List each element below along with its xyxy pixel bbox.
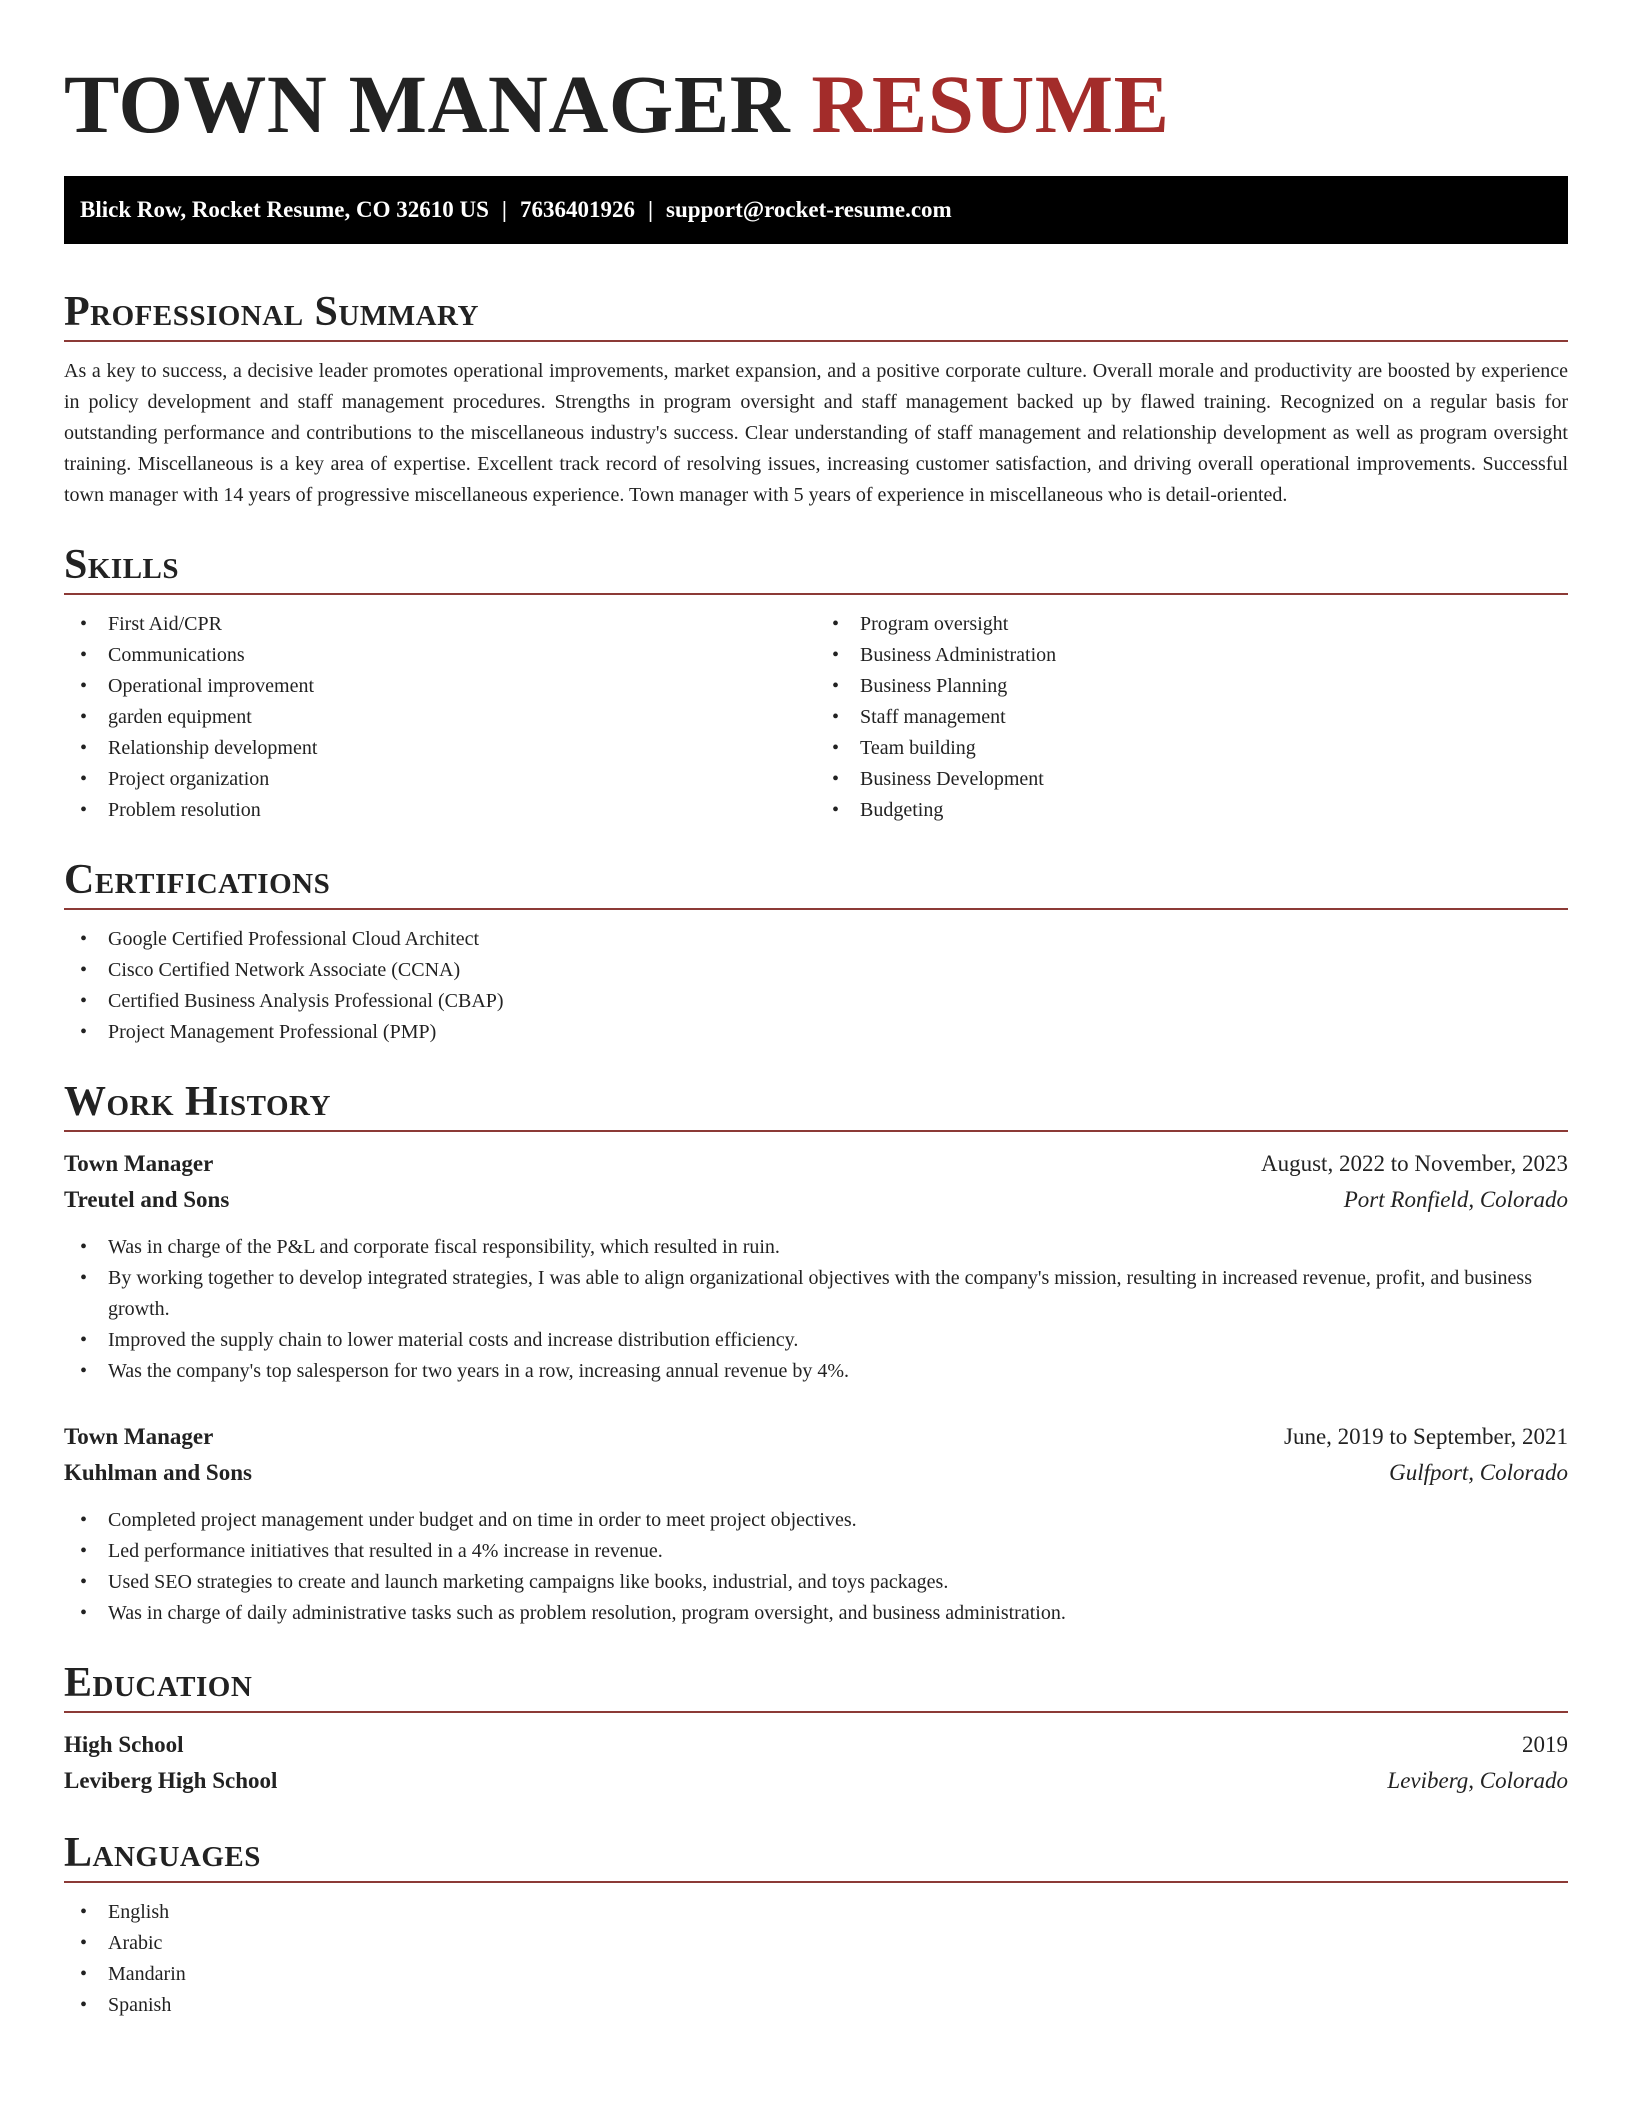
job-title: Town Manager [64, 1151, 214, 1176]
certification-item: • Certified Business Analysis Professional (CBAP) [64, 986, 1568, 1017]
education-school-row [64, 1763, 1568, 1799]
job-header-row [64, 1146, 1568, 1182]
job-bullet: • By working together to develop integrated strategies, I was able to align organizational objectives with the company's mission, resulting in increased revenue, profit, and business growth. [64, 1263, 1568, 1325]
skill-item: • Business Planning [816, 671, 1568, 702]
section-divider [64, 1130, 1568, 1132]
job-bullets [64, 1505, 1568, 1629]
job-dates: June, 2019 to September, 2021 [1284, 1424, 1568, 1449]
language-item: • Arabic [64, 1928, 1568, 1959]
job-company: Kuhlman and Sons [64, 1460, 252, 1485]
language-item: • Mandarin [64, 1959, 1568, 1990]
job-dates: August, 2022 to November, 2023 [1261, 1151, 1568, 1176]
contact-phone: 7636401926 [519, 197, 635, 222]
resume-title [64, 0, 1568, 152]
skill-item: • garden equipment [64, 702, 816, 733]
job-bullet: • Was the company's top salesperson for two years in a row, increasing annual revenue by 4%. [64, 1356, 1568, 1387]
job-bullet: • Led performance initiatives that resulted in a 4% increase in revenue. [64, 1536, 1568, 1567]
section-divider [64, 908, 1568, 910]
job-company-row [64, 1182, 1568, 1218]
contact-separator: | [501, 197, 507, 222]
job-bullet: • Was in charge of the P&L and corporate fiscal responsibility, which resulted in ruin. [64, 1232, 1568, 1263]
skills-list-left [64, 609, 816, 826]
contact-address: Blick Row, Rocket Resume, CO 32610 US [80, 197, 489, 222]
contact-separator: | [647, 197, 654, 222]
language-item: • Spanish [64, 1990, 1568, 2021]
title-main: TOWN MANAGER [64, 58, 791, 150]
work-heading: Work History [64, 1079, 331, 1125]
certifications-list [64, 924, 1568, 1048]
job-header-row [64, 1419, 1568, 1455]
job-location: Gulfport, Colorado [1389, 1460, 1568, 1485]
certification-item: • Cisco Certified Network Associate (CCNA) [64, 955, 1568, 986]
job-bullet: • Used SEO strategies to create and launch marketing campaigns like books, industrial, and toys packages. [64, 1567, 1568, 1598]
skill-item: • Business Development [816, 764, 1568, 795]
contact-bar [64, 176, 1568, 244]
education-degree: High School [64, 1732, 184, 1757]
skills-list-right [816, 609, 1568, 826]
skill-item: • Team building [816, 733, 1568, 764]
job-bullet: • Improved the supply chain to lower material costs and increase distribution efficiency. [64, 1325, 1568, 1356]
skill-item: • First Aid/CPR [64, 609, 816, 640]
education-entry [64, 1727, 1568, 1799]
skill-item: • Communications [64, 640, 816, 671]
education-year: 2019 [1522, 1732, 1568, 1757]
language-item: • English [64, 1897, 1568, 1928]
skill-item: • Business Administration [816, 640, 1568, 671]
contact-email[interactable]: support@rocket-resume.com [666, 197, 952, 222]
job-entry [64, 1419, 1568, 1629]
education-heading: Education [64, 1660, 253, 1706]
languages-section [64, 1825, 1568, 2021]
summary-section [64, 284, 1568, 511]
skill-item: • Problem resolution [64, 795, 816, 826]
job-entry [64, 1146, 1568, 1387]
certifications-section [64, 852, 1568, 1048]
summary-text: As a key to success, a decisive leader promotes operational improvements, market expansion, and a positive corporate culture. Overall morale and productivity are boosted by experience in policy development and staff management procedures. Strengths in program oversight and staff management backed up by flawed training. Recognized on a regular basis for outstanding performance and contributions to the miscellaneous industry's success. Clear understanding of staff management and relationship development as well as program oversight training. Miscellaneous is a key area of expertise. Excellent track record of resolving issues, increasing customer satisfaction, and driving overall operational improvements. Successful town manager with 14 years of progressive miscellaneous experience. Town manager with 5 years of experience in miscellaneous who is detail-oriented. [64, 360, 1568, 506]
certifications-heading: Certifications [64, 857, 331, 903]
job-company: Treutel and Sons [64, 1187, 230, 1212]
job-bullet: • Was in charge of daily administrative tasks such as problem resolution, program oversight, and business administration. [64, 1598, 1568, 1629]
skill-item: • Project organization [64, 764, 816, 795]
skill-item: • Relationship development [64, 733, 816, 764]
certification-item: • Google Certified Professional Cloud Architect [64, 924, 1568, 955]
work-section [64, 1074, 1568, 1629]
job-title: Town Manager [64, 1424, 214, 1449]
skill-item: • Program oversight [816, 609, 1568, 640]
languages-heading: Languages [64, 1830, 261, 1876]
education-school: Leviberg High School [64, 1768, 278, 1793]
summary-heading: Professional Summary [64, 289, 479, 335]
education-section [64, 1655, 1568, 1799]
education-location: Leviberg, Colorado [1387, 1768, 1568, 1793]
languages-list [64, 1897, 1568, 2021]
title-accent: RESUME [811, 58, 1170, 150]
section-divider [64, 1881, 1568, 1883]
skill-item: • Staff management [816, 702, 1568, 733]
education-degree-row [64, 1727, 1568, 1763]
skills-heading: Skills [64, 542, 180, 588]
skill-item: • Budgeting [816, 795, 1568, 826]
job-bullets [64, 1232, 1568, 1387]
skill-item: • Operational improvement [64, 671, 816, 702]
job-bullet: • Completed project management under budget and on time in order to meet project objectives. [64, 1505, 1568, 1536]
skills-columns [64, 595, 1568, 826]
section-divider [64, 1711, 1568, 1713]
job-company-row [64, 1455, 1568, 1491]
job-location: Port Ronfield, Colorado [1343, 1187, 1568, 1212]
skills-section [64, 537, 1568, 826]
section-divider [64, 340, 1568, 342]
certification-item: • Project Management Professional (PMP) [64, 1017, 1568, 1048]
